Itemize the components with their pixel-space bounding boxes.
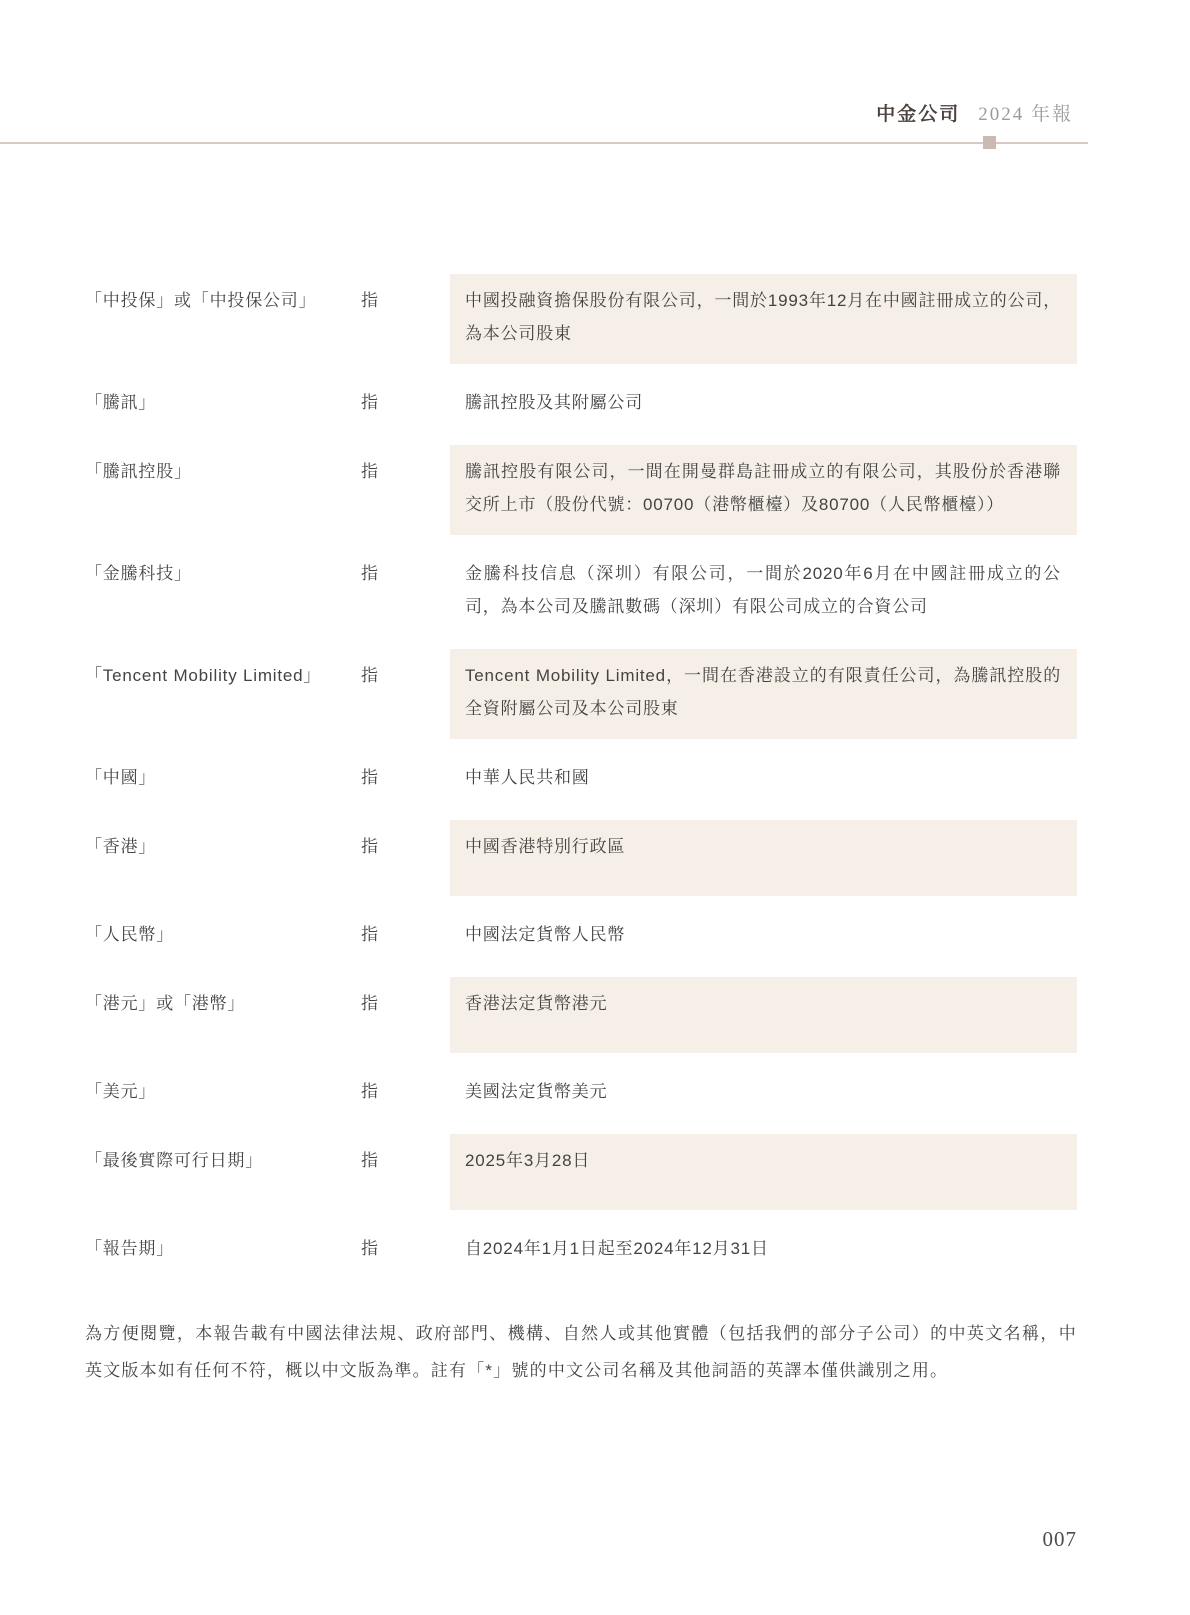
definition-text: Tencent Mobility Limited，一間在香港設立的有限責任公司，為騰訊控股的全資附屬公司及本公司股東 (450, 649, 1077, 739)
glossary-row (85, 977, 1077, 1053)
term-label: 「人民幣」 (85, 925, 174, 944)
connector-label: 指 (361, 1239, 378, 1258)
header-divider-marker (983, 136, 996, 149)
footnote-paragraph: 為方便閱覽，本報告載有中國法律法規、政府部門、機構、自然人或其他實體（包括我們的部分子公司）的中英文名稱，中英文版本如有任何不符，概以中文版為準。註有「*」號的中文公司名稱及其他詞語的英譯本僅供識別之用。 (85, 1324, 1077, 1380)
definition-text: 中國投融資擔保股份有限公司，一間於1993年12月在中國註冊成立的公司，為本公司股東 (450, 274, 1077, 364)
definition-text: 騰訊控股及其附屬公司 (465, 393, 643, 412)
running-header (876, 99, 1073, 126)
term-label: 「金騰科技」 (85, 564, 192, 583)
definition-text: 中國法定貨幣人民幣 (465, 925, 626, 944)
term-label: 「中投保」或「中投保公司」 (85, 291, 317, 310)
term-label: 「騰訊」 (85, 393, 157, 412)
term-label: 「美元」 (85, 1082, 157, 1101)
term-label: 「中國」 (85, 768, 157, 787)
definition-text: 2025年3月28日 (450, 1134, 1077, 1210)
connector-label: 指 (361, 837, 378, 856)
company-name: 中金公司 (876, 104, 961, 125)
glossary-row (85, 274, 1077, 364)
glossary-row (85, 547, 1077, 637)
connector-label: 指 (361, 291, 378, 310)
glossary-row (85, 908, 1077, 965)
connector-label: 指 (361, 666, 378, 685)
definition-text: 金騰科技信息（深圳）有限公司，一間於2020年6月在中國註冊成立的公司，為本公司及騰訊數碼（深圳）有限公司成立的合資公司 (465, 564, 1061, 616)
glossary-row (85, 376, 1077, 433)
definition-text: 中華人民共和國 (465, 768, 590, 787)
term-label: 「Tencent Mobility Limited」 (85, 666, 322, 685)
term-label: 「最後實際可行日期」 (85, 1151, 263, 1170)
connector-label: 指 (361, 768, 378, 787)
glossary-row (85, 1065, 1077, 1122)
term-label: 「港元」或「港幣」 (85, 994, 246, 1013)
glossary-row (85, 751, 1077, 808)
term-label: 「報告期」 (85, 1239, 174, 1258)
term-label: 「騰訊控股」 (85, 462, 192, 481)
glossary-row (85, 820, 1077, 896)
glossary-row (85, 1134, 1077, 1210)
definition-text: 香港法定貨幣港元 (450, 977, 1077, 1053)
connector-label: 指 (361, 1082, 378, 1101)
connector-label: 指 (361, 393, 378, 412)
definition-text: 騰訊控股有限公司，一間在開曼群島註冊成立的有限公司，其股份於香港聯交所上市（股份代號：00700（港幣櫃檯）及80700（人民幣櫃檯）） (450, 445, 1077, 535)
glossary-row (85, 445, 1077, 535)
connector-label: 指 (361, 925, 378, 944)
glossary-row (85, 649, 1077, 739)
header-divider-line (0, 142, 1088, 144)
connector-label: 指 (361, 1151, 378, 1170)
definition-text: 中國香港特別行政區 (450, 820, 1077, 896)
connector-label: 指 (361, 564, 378, 583)
glossary-section (85, 274, 1077, 1389)
connector-label: 指 (361, 994, 378, 1013)
report-edition: 2024 年報 (978, 104, 1073, 125)
term-label: 「香港」 (85, 837, 157, 856)
connector-label: 指 (361, 462, 378, 481)
page-number: 007 (1042, 1527, 1077, 1551)
glossary-row (85, 1222, 1077, 1279)
definition-text: 美國法定貨幣美元 (465, 1082, 608, 1101)
definition-text: 自2024年1月1日起至2024年12月31日 (465, 1239, 769, 1258)
